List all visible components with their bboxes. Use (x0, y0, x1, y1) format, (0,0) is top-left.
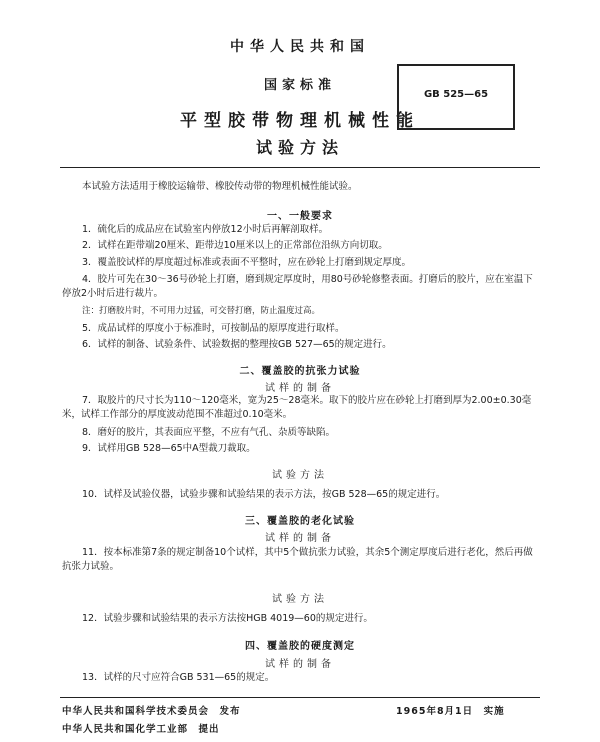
section-heading-2: 二、覆盖胶的抗张力试验 (239, 366, 361, 377)
section-heading-1: 一、一般要求 (267, 211, 333, 222)
subheading-test-method: 试验方法 (272, 470, 328, 481)
clause-6: 6．试样的制备、试验条件、试验数据的整理按GB 527—65的规定进行。 (82, 339, 392, 350)
document-subtitle: 试验方法 (255, 138, 344, 157)
footer-divider (60, 697, 540, 698)
document-title: 平型胶带物理机械性能 (180, 111, 420, 131)
clause-13: 13．试样的尺寸应符合GB 531—65的规定。 (82, 672, 275, 683)
clause-7: 7．取胶片的尺寸长为110～120毫米，宽为25～28毫米。取下的胶片应在砂轮上打磨到厚为2.00±0.30毫米，试样工作部分的厚度波动范围不准超过0.10毫米。 (62, 395, 532, 420)
subheading-test-method-3: 试验方法 (272, 594, 328, 605)
standard-code: GB 525—65 (423, 89, 489, 100)
country-header: 中华人民共和国 (230, 39, 370, 55)
clause-8: 8．磨好的胶片，其表面应平整，不应有气孔、杂质等缺陷。 (82, 427, 336, 438)
clause-10: 10．试样及试验仪器，试验步骤和试验结果的表示方法，按GB 528—65的规定进行。 (82, 489, 446, 500)
intro-text: 本试验方法适用于橡胶运输带、橡胶传动带的物理机械性能试验。 (82, 181, 358, 192)
section-heading-3: 三、覆盖胶的老化试验 (245, 516, 355, 527)
standard-type: 国家标准 (263, 78, 336, 93)
clause-11: 11．按本标准第7条的规定制备10个试样，其中5个做抗张力试验，其余5个测定厚度后进行老化，然后再做抗张力试验。 (62, 547, 533, 572)
clause-12: 12．试验步骤和试验结果的表示方法按HGB 4019—60的规定进行。 (82, 613, 373, 624)
effective-date: 1965年8月1日 实施 (396, 706, 505, 717)
clause-1: 1．硫化后的成品应在试验室内停放12小时后再解剖取样。 (82, 224, 329, 235)
clause-4: 4．胶片可先在30～36号砂轮上打磨，磨到规定厚度时，用80号砂轮修整表面。打磨后的胶片，应在室温下停放2小时后进行裁片。 (62, 274, 533, 299)
subheading-specimen-prep-3: 试样的制备 (265, 533, 335, 544)
note-text: 注：打磨胶片时，不可用力过猛，可交替打磨，防止温度过高。 (82, 306, 321, 316)
section-heading-4: 四、覆盖胶的硬度测定 (245, 641, 355, 652)
subheading-specimen-prep-4: 试样的制备 (265, 659, 335, 670)
issuer-text: 中华人民共和国科学技术委员会 发布 (62, 706, 241, 717)
clause-5: 5．成品试样的厚度小于标准时，可按制品的原厚度进行取样。 (82, 323, 345, 334)
subheading-specimen-prep: 试样的制备 (265, 383, 335, 394)
clause-3: 3．覆盖胶试样的厚度超过标准或表面不平整时，应在砂轮上打磨到规定厚度。 (82, 257, 412, 268)
header-divider (60, 167, 540, 168)
clause-9: 9．试样用GB 528—65中A型裁刀裁取。 (82, 443, 256, 454)
proposer-text: 中华人民共和国化学工业部 提出 (62, 724, 220, 735)
clause-2: 2．试样在距带端20厘米、距带边10厘米以上的正常部位沿纵方向切取。 (82, 240, 388, 251)
